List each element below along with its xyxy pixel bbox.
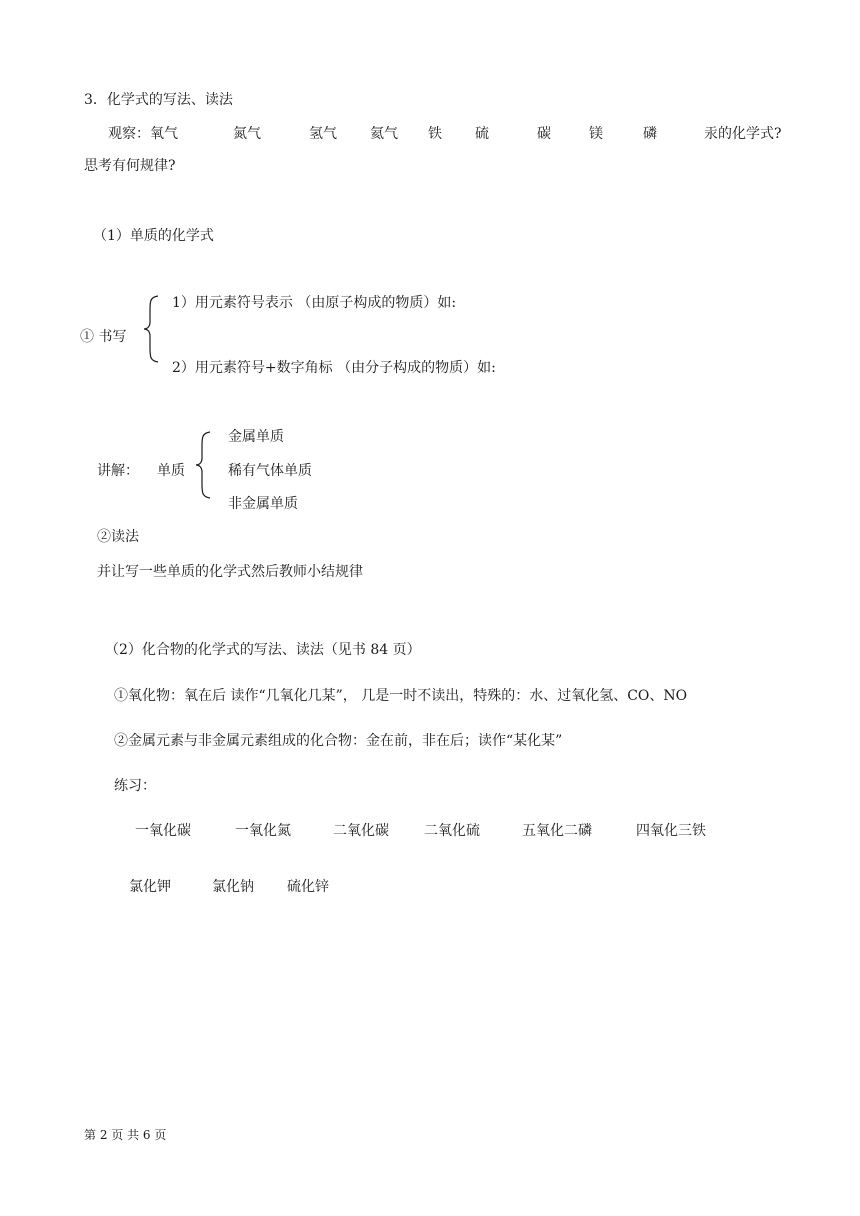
category-item: 金属单质 — [228, 429, 284, 445]
category-item: 稀有气体单质 — [228, 463, 312, 479]
writing-rule-2: 2）用元素符号+数字角标 （由分子构成的物质）如: — [172, 360, 496, 376]
observe-item: 汞的化学式? — [704, 126, 782, 142]
observe-item: 镁 — [589, 126, 603, 142]
observe-question: 思考有何规律? — [84, 158, 176, 174]
practice-item: 二氧化硫 — [424, 823, 480, 839]
writing-rule-1: 1）用元素符号表示 （由原子构成的物质）如: — [172, 295, 457, 311]
practice-label: 练习： — [114, 778, 156, 794]
part2-title: （2）化合物的化学式的写法、读法（见书 84 页） — [105, 642, 421, 658]
section-title: 3．化学式的写法、读法 — [84, 92, 233, 108]
practice-item: 四氧化三铁 — [636, 823, 706, 839]
observe-item: 氦气 — [370, 126, 398, 142]
metal-nonmetal-rule: ②金属元素与非金属元素组成的化合物：金在前，非在后；读作“某化某” — [114, 733, 563, 749]
simple-label: 单质 — [157, 463, 185, 479]
observe-item: 硫 — [475, 126, 489, 142]
practice-item: 一氧化氮 — [235, 823, 291, 839]
page-number: 第 2 页 共 6 页 — [84, 1128, 167, 1142]
practice-item: 五氧化二磷 — [522, 823, 592, 839]
writing-label: ① 书写 — [80, 329, 127, 345]
oxide-rule: ①氧化物：氧在后 读作“几氧化几某”， 几是一时不读出，特殊的：水、过氧化氢、CO、NO — [114, 688, 688, 704]
observe-item: 氧气 — [150, 126, 178, 142]
practice-item: 氯化钾 — [129, 879, 171, 895]
reading-label: ②读法 — [97, 529, 139, 545]
practice-item: 一氧化碳 — [135, 823, 191, 839]
category-item: 非金属单质 — [228, 496, 298, 512]
explain-label: 讲解： — [97, 463, 139, 479]
observe-item: 碳 — [537, 126, 551, 142]
observe-item: 铁 — [428, 126, 442, 142]
observe-label: 观察： — [108, 126, 150, 142]
practice-item: 硫化锌 — [287, 879, 329, 895]
part1-title: （1）单质的化学式 — [93, 228, 214, 244]
observe-item: 氢气 — [309, 126, 337, 142]
observe-item: 氮气 — [233, 126, 261, 142]
category-brace — [194, 430, 214, 500]
practice-item: 氯化钠 — [212, 879, 254, 895]
observe-item: 磷 — [643, 126, 657, 142]
reading-text: 并让写一些单质的化学式然后教师小结规律 — [97, 564, 363, 580]
writing-brace — [142, 294, 162, 364]
practice-item: 二氧化碳 — [333, 823, 389, 839]
